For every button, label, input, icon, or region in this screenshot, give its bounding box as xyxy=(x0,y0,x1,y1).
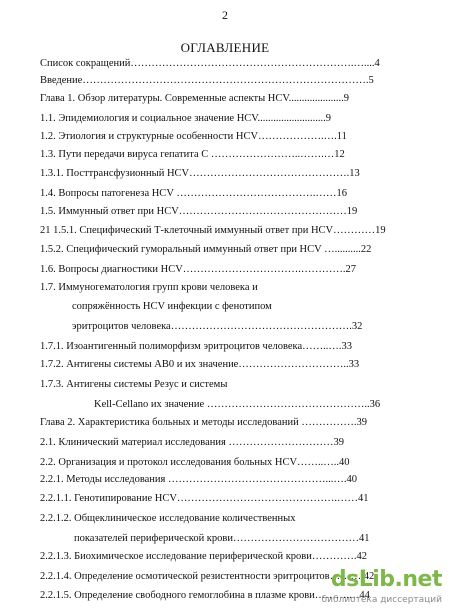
toc-entry-text: 1.7.3. Антигены системы Резус и системы xyxy=(40,379,228,390)
toc-entry xyxy=(0,397,450,412)
toc-entry-text: 1.5.2. Специфический гуморальный иммунный ответ при HCV …..........22 xyxy=(40,244,372,255)
toc-entry xyxy=(0,129,450,144)
toc-entry xyxy=(0,147,450,162)
toc-entry-text: 1.4. Вопросы патогенеза HCV ………………………………….……16 xyxy=(40,188,347,199)
toc-entry-text: 1.1. Эпидемиология и социальное значение HCV..........................9 xyxy=(40,113,332,124)
toc-entry-text: 2.2.1.5. Определение свободного гемоглобина в плазме крови……….…44 xyxy=(40,590,370,601)
toc-entry-text: Kell-Cellano их значение ………………………………………..36 xyxy=(94,399,381,410)
toc-entry xyxy=(0,204,450,219)
toc-entry xyxy=(0,299,450,314)
toc-entry-text: Глава 2. Характеристика больных и методы исследований …………….39 xyxy=(40,417,367,428)
toc-entry xyxy=(0,435,450,450)
toc-entry-text: 2.2. Организация и протокол исследования больных HCV……..…..40 xyxy=(40,457,350,468)
toc-entry-text: 1.7.1. Изоантигенный полиморфизм эритроцитов человека……..….33 xyxy=(40,341,353,352)
toc-entry xyxy=(0,56,450,71)
toc-entry-text: 2.1. Клинический материал исследования …………………………39 xyxy=(40,437,344,448)
watermark xyxy=(292,567,442,611)
toc-entry xyxy=(0,511,450,526)
toc-entry-text: Глава 1. Обзор литературы. Современные аспекты HCV.....................9 xyxy=(40,93,349,104)
toc-entry-text: 2.2.1.3. Биохимическое исследование периферической крови………….42 xyxy=(40,551,367,562)
toc-entry-text: 1.7.2. Антигены системы АВ0 и их значение…………………………..33 xyxy=(40,359,360,370)
toc-entry xyxy=(0,549,450,564)
toc-entry-text: эритроцитов человека…………………………………………….32 xyxy=(72,321,363,332)
page-number: 2 xyxy=(222,8,228,22)
toc-entry xyxy=(0,455,450,470)
toc-title: ОГЛАВЛЕНИЕ xyxy=(180,40,270,55)
toc-entry xyxy=(0,91,450,106)
toc-entry xyxy=(0,73,450,88)
toc-entry xyxy=(0,262,450,277)
toc-entry xyxy=(0,186,450,201)
toc-entry-text: 1.7. Иммуногематология групп крови человека и xyxy=(40,282,258,293)
watermark-logo: dsLib.net xyxy=(330,567,442,592)
toc-entry-text: 2.2.1.1. Генотипирование HCV……………………………………….……41 xyxy=(40,493,369,504)
toc-entry xyxy=(0,472,450,487)
toc-entry-text: 1.3. Пути передачи вируса гепатита С ……………………..…….…12 xyxy=(40,149,345,160)
toc-entry xyxy=(0,111,450,126)
toc-entry-text: сопряжённость HCV инфекции с фенотипом xyxy=(72,301,272,312)
watermark-caption: библиотека диссертаций xyxy=(321,595,442,605)
toc-entry-text: Список сокращений……………………………………………………….…....4 xyxy=(40,58,380,69)
toc-entry xyxy=(0,491,450,506)
toc-entry-text: 2.2.1. Методы исследования ………………………………………...….40 xyxy=(40,474,357,485)
toc-entry-text: Введение……………………………………………………………………….5 xyxy=(40,75,374,86)
toc-entry xyxy=(0,531,450,546)
toc-entry xyxy=(0,357,450,372)
toc-entry-text: 21 1.5.1. Специфический Т-клеточный иммунный ответ при HCV…………19 xyxy=(40,225,386,236)
toc-entry-text: 1.3.1. Посттрансфузионный HCV……………………………………….13 xyxy=(40,168,360,179)
toc-entry xyxy=(0,415,450,430)
toc-entry-text: 1.5. Иммунный ответ при HCV…………………………………………19 xyxy=(40,206,358,217)
toc-entry xyxy=(0,223,450,238)
toc-entry xyxy=(0,319,450,334)
toc-entry-text: 1.2. Этиология и структурные особенности HCV……………….….11 xyxy=(40,131,347,142)
toc-entry-text: показателей периферической крови………………………………41 xyxy=(74,533,370,544)
toc-entry xyxy=(0,377,450,392)
toc-entry-text: 2.2.1.2. Общеклиническое исследование количественных xyxy=(40,513,296,524)
toc-entry xyxy=(0,280,450,295)
toc-entry-text: 1.6. Вопросы диагностики HCV…………………………….………….27 xyxy=(40,264,357,275)
toc-entry xyxy=(0,242,450,257)
toc-entry xyxy=(0,339,450,354)
toc-entry-text: 2.2.1.4. Определение осмотической резистентности эритроцитов……….42 xyxy=(40,571,375,582)
toc-entry xyxy=(0,166,450,181)
